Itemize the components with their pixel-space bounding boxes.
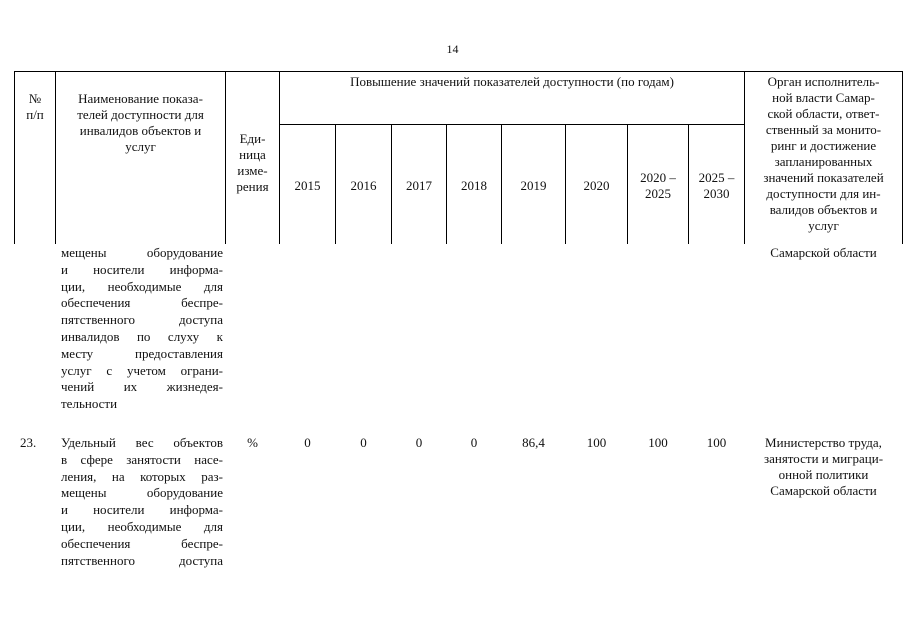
- header-year-2025-2030: 2025 – 2030: [698, 170, 735, 201]
- row-23-value-2020: 100: [586, 435, 607, 450]
- header-year-2020-2025: 2020 – 2025: [640, 170, 676, 201]
- row-23-value-2020-2025: 100: [648, 435, 668, 450]
- table-header: [14, 71, 903, 244]
- header-year-2019: 2019: [520, 178, 547, 193]
- header-year-2016: 2016: [350, 178, 377, 193]
- row-23-org: Министерство труда, занятости и миграци- онной политики Самарской области: [763, 435, 884, 498]
- header-org-column: Орган исполнитель- ной власти Самар- ской области, ответ- ственный за монито- ринг и достижение запланированных значений показателей доступности для ин- валидов объектов и услуг: [763, 74, 884, 233]
- row-23-value-2015: 0: [304, 435, 311, 450]
- header-number-column: № п/п: [26, 91, 44, 122]
- row-23-number: 23.: [20, 435, 37, 450]
- continued-row-name: мещены оборудование и носители информа- ции, необходимые для обеспечения беспре- пятственного доступа инвалидов по слуху к месту предоставления услуг с учетом ограни- чений их жизнедея- тельности: [61, 245, 223, 412]
- header-year-2018: 2018: [461, 178, 487, 193]
- page-number: 14: [446, 42, 459, 56]
- header-increase-title: Повышение значений показателей доступности (по годам): [350, 74, 674, 89]
- row-23-value-2019: 86,4: [522, 435, 545, 450]
- row-23-value-2025-2030: 100: [706, 435, 727, 450]
- header-year-2020: 2020: [583, 178, 610, 193]
- header-year-2015: 2015: [294, 178, 321, 193]
- continued-row-org: Самарской области: [770, 245, 877, 260]
- header-year-2017: 2017: [406, 178, 432, 193]
- row-23-value-2018: 0: [470, 435, 478, 450]
- header-name-column: Наименование показа- телей доступности для инвалидов объектов и услуг: [77, 91, 204, 154]
- row-23-value-2017: 0: [415, 435, 423, 450]
- header-unit-column: Еди- ница изме- рения: [236, 131, 269, 194]
- row-23-value-2016: 0: [360, 435, 367, 450]
- row-23-name: Удельный вес объектов в сфере занятости насе- ления, на которых раз- мещены оборудование и носители информа- ции, необходимые для обеспечения беспре- пятственного доступа: [61, 435, 223, 568]
- row-23-unit: %: [247, 435, 258, 450]
